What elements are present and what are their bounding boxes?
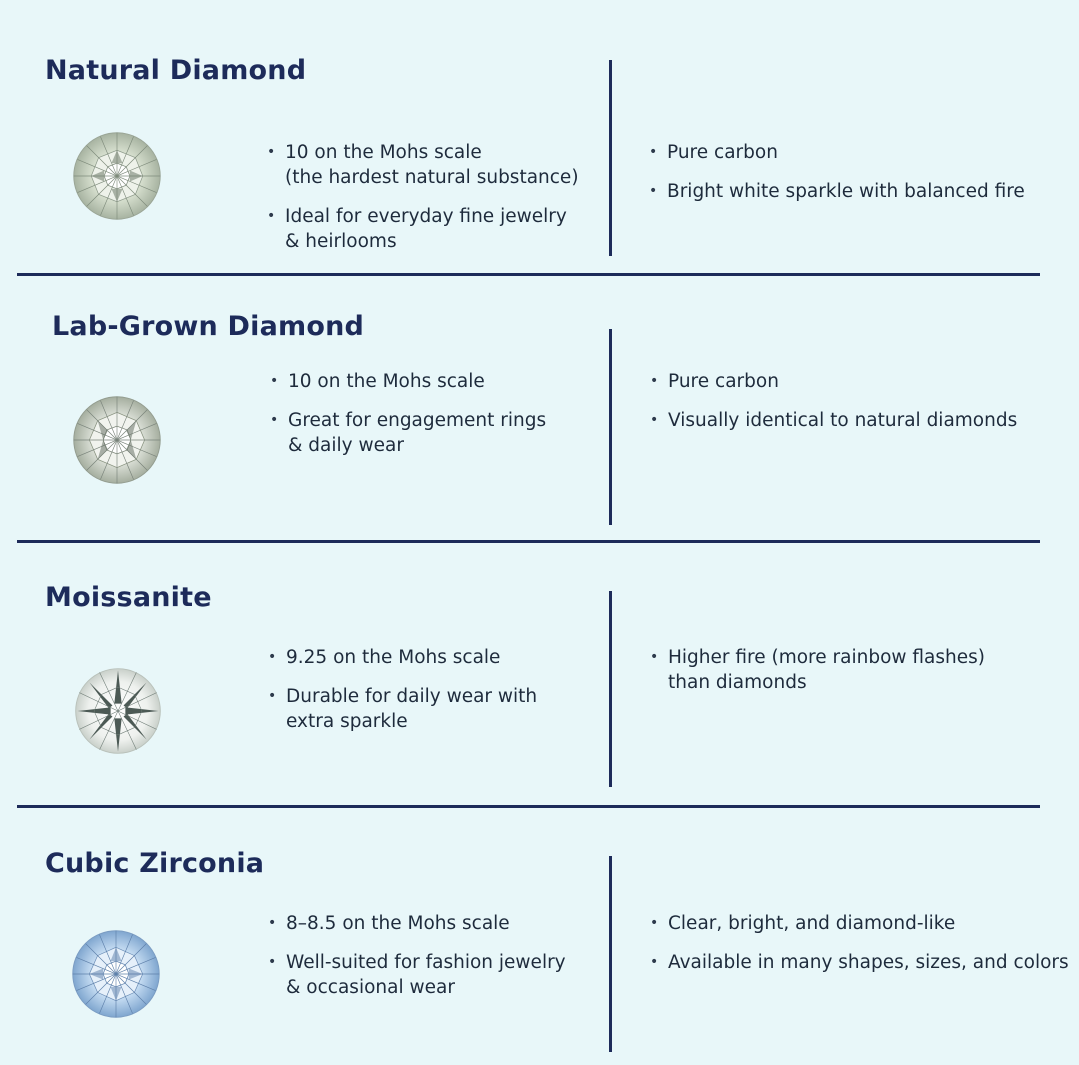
moissanite-icon: [72, 665, 164, 757]
list-item: • Durable for daily wear with extra sparkle: [268, 684, 598, 734]
list-item: • Bright white sparkle with balanced fire: [649, 179, 1069, 204]
list-item: • 10 on the Mohs scale (the hardest natural substance): [267, 140, 597, 190]
list-item: • Great for engagement rings & daily wear: [270, 408, 600, 458]
section-title: Moissanite: [45, 582, 212, 613]
list-item: • Clear, bright, and diamond-like: [650, 911, 1075, 936]
column-divider: [609, 856, 612, 1052]
section-divider: [17, 805, 1040, 808]
list-item: • Available in many shapes, sizes, and colors: [650, 950, 1075, 975]
column-divider: [609, 60, 612, 256]
section-title: Lab-Grown Diamond: [52, 311, 365, 342]
left-facts: [267, 140, 597, 268]
right-facts: [650, 645, 1070, 709]
right-facts: [650, 369, 1070, 447]
cubic-zirconia-icon: [70, 928, 162, 1020]
section-title: Cubic Zirconia: [45, 848, 265, 879]
lab-diamond-icon: [71, 394, 163, 486]
left-facts: [268, 911, 598, 1014]
list-item: • Visually identical to natural diamonds: [650, 408, 1070, 433]
diamond-icon: [71, 130, 163, 222]
list-item: • Pure carbon: [649, 140, 1069, 165]
list-item: • Well-suited for fashion jewelry & occasional wear: [268, 950, 598, 1000]
right-facts: [650, 911, 1075, 989]
list-item: • Ideal for everyday fine jewelry & heirlooms: [267, 204, 597, 254]
list-item: • 10 on the Mohs scale: [270, 369, 600, 394]
section-divider: [17, 273, 1040, 276]
section-divider: [17, 540, 1040, 543]
column-divider: [609, 591, 612, 787]
left-facts: [270, 369, 600, 472]
list-item: • 8–8.5 on the Mohs scale: [268, 911, 598, 936]
right-facts: [649, 140, 1069, 218]
list-item: • Higher fire (more rainbow flashes) than diamonds: [650, 645, 1070, 695]
list-item: • Pure carbon: [650, 369, 1070, 394]
section-title: Natural Diamond: [45, 55, 307, 86]
column-divider: [609, 329, 612, 525]
list-item: • 9.25 on the Mohs scale: [268, 645, 598, 670]
left-facts: [268, 645, 598, 748]
